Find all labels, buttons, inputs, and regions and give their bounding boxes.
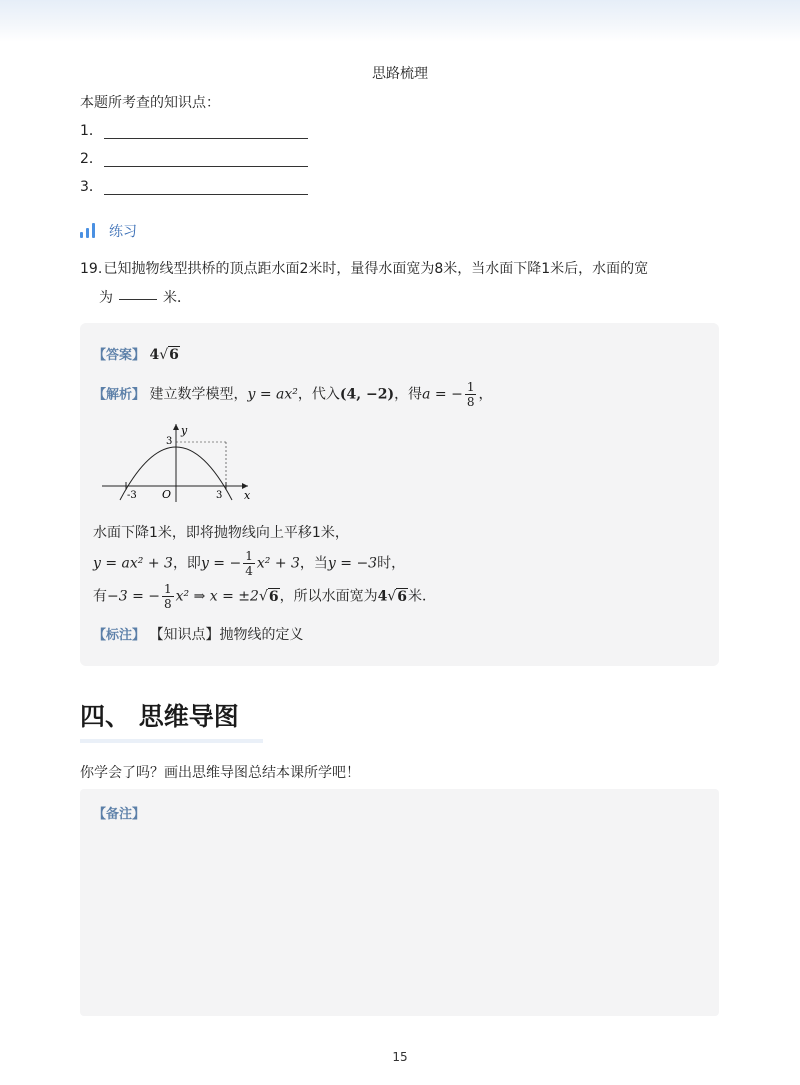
analysis-line-b xyxy=(93,549,405,578)
y-axis-arrow xyxy=(173,424,179,430)
tick-y-label: 3 xyxy=(166,436,173,447)
answer-row xyxy=(93,344,180,363)
analysis-row xyxy=(93,380,492,409)
page-number: 15 xyxy=(392,1050,408,1064)
analysis-tag: 【解析】 xyxy=(93,387,146,403)
equation: 4 xyxy=(377,588,388,605)
x-label: x xyxy=(244,489,251,502)
notes-box[interactable] xyxy=(80,789,719,1016)
knowledge-item-2 xyxy=(80,148,102,168)
text: 时， xyxy=(377,555,406,572)
analysis-line-c xyxy=(93,582,436,611)
sqrt-symbol: √6 xyxy=(258,588,279,605)
fraction: $\frac{1}{8}$ xyxy=(164,582,172,611)
question-text-prefix: 为 xyxy=(99,290,113,306)
fraction: $\frac{1}{8}$ xyxy=(466,380,475,409)
analysis-text: ， xyxy=(478,386,493,403)
knowledge-item-3 xyxy=(80,176,102,196)
origin-label: O xyxy=(162,488,172,501)
tick-neg-label: -3 xyxy=(127,490,137,501)
analysis-text: 建立数学模型， xyxy=(149,386,248,403)
knowledge-blank-line[interactable] xyxy=(104,166,308,167)
answer-coeff: 4 xyxy=(149,347,160,363)
fraction: $\frac{1}{4}$ xyxy=(245,549,253,578)
equation: y = − xyxy=(200,555,242,572)
sqrt-symbol: √6 xyxy=(387,588,408,605)
text: ，当 xyxy=(299,555,328,572)
question-text: 已知抛物线型拱桥的顶点距水面2米时，量得水面宽为8米，当水面下降1米后，水面的宽 xyxy=(103,261,649,277)
knowledge-blank-line[interactable] xyxy=(104,138,308,139)
equation: −3 = − xyxy=(107,588,160,605)
notes-tag: 【备注】 xyxy=(93,807,146,822)
knowledge-intro: 本题所考查的知识点： xyxy=(80,95,220,111)
answer-blank[interactable] xyxy=(119,299,157,300)
analysis-text: ，得 xyxy=(394,386,423,403)
equation: y = −3 xyxy=(327,555,378,572)
question-line-2 xyxy=(99,287,191,307)
text: ，所以水面宽为 xyxy=(279,588,378,605)
top-header-band xyxy=(0,0,800,42)
y-label: y xyxy=(181,424,188,437)
parabola-graph xyxy=(100,420,260,505)
analysis-text: ，代入 xyxy=(297,386,340,403)
knowledge-blank-line[interactable] xyxy=(104,194,308,195)
mindmap-title: 四、 思维导图 xyxy=(80,702,239,731)
text: ，即 xyxy=(172,555,201,572)
section-title: 思路梳理 xyxy=(372,66,428,82)
question-line-1 xyxy=(80,258,648,278)
signal-bars-icon xyxy=(80,220,100,238)
knowledge-item-1 xyxy=(80,120,102,140)
mindmap-question: 你学会了吗？画出思维导图总结本课所学吧！ xyxy=(80,765,360,781)
knowledge-item-number: 1． xyxy=(80,123,103,139)
title-underline xyxy=(80,739,263,743)
question-number: 19. xyxy=(80,261,103,277)
knowledge-item-number: 2． xyxy=(80,151,103,167)
equation: y = ax² + 3 xyxy=(93,555,173,572)
analysis-line-a: 水面下降1米，即将抛物线向上平移1米， xyxy=(93,525,349,541)
text: 米． xyxy=(408,588,437,605)
equation: x² + 3 xyxy=(256,555,300,572)
note-tag: 【标注】 xyxy=(93,628,146,643)
text: 有 xyxy=(93,588,107,605)
analysis-a: a = − xyxy=(422,386,463,403)
note-row xyxy=(93,624,303,644)
sqrt-symbol: √6 xyxy=(159,347,179,363)
note-text: 【知识点】抛物线的定义 xyxy=(149,627,304,643)
analysis-model: y = ax² xyxy=(247,386,298,403)
knowledge-item-number: 3． xyxy=(80,179,103,195)
analysis-point: (4, −2) xyxy=(339,386,395,403)
practice-label: 练习 xyxy=(109,224,137,240)
question-text-suffix: 米． xyxy=(163,290,191,306)
answer-tag: 【答案】 xyxy=(93,348,146,363)
equation: x² ⇒ x = ±2 xyxy=(175,588,259,605)
tick-pos-label: 3 xyxy=(216,490,223,501)
